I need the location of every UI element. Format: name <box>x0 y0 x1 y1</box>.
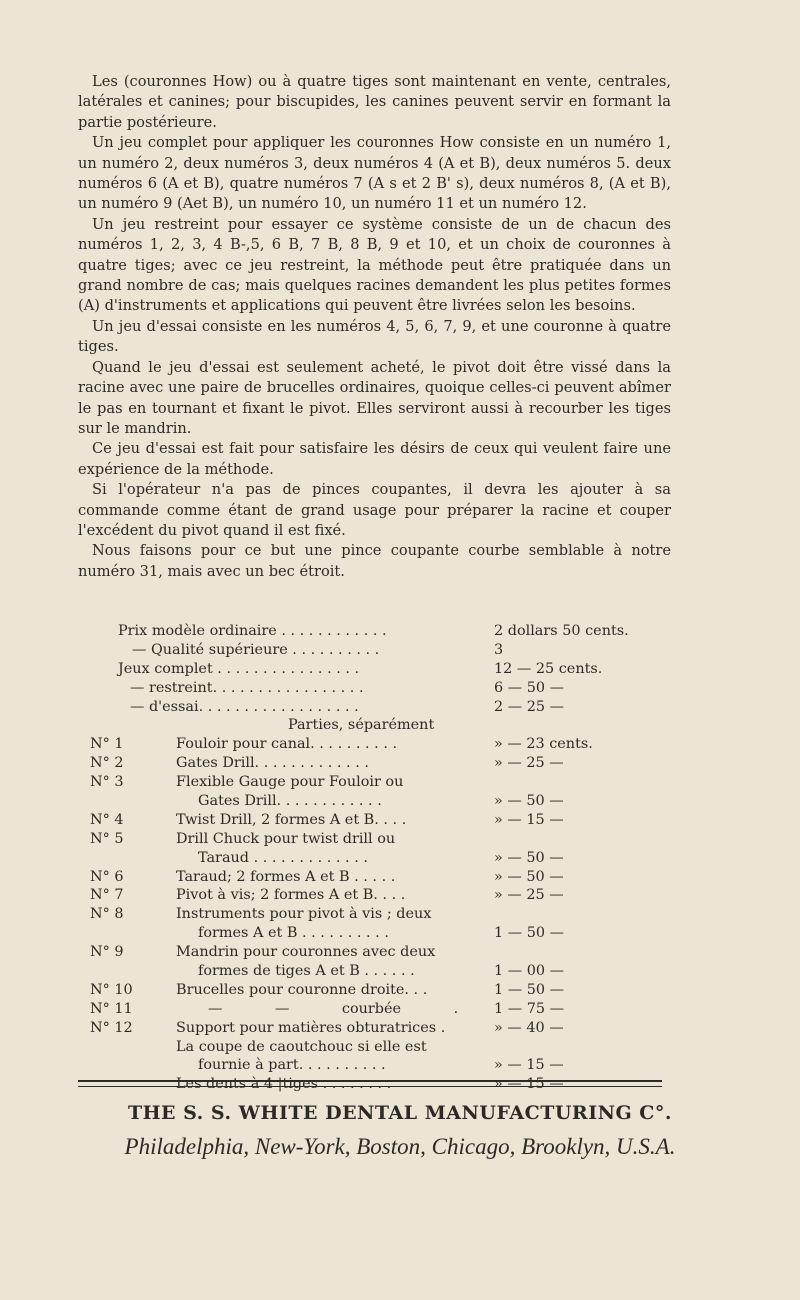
extra-name: La coupe de caoutchouc si elle est <box>176 1038 427 1055</box>
paragraph-7: Si l'opérateur n'a pas de pinces coupantes, il devra les ajouter à sa commande comme étant de grand usage pour préparer la racine et couper l'excédent du pivot quand il est fixé. <box>78 481 671 539</box>
company-name: THE S. S. WHITE DENTAL MANUFACTURING C°. <box>127 1102 673 1124</box>
part-price: 1 — 50 — <box>494 925 564 942</box>
part-name: Taraud; 2 formes A et B . . . . . <box>176 868 396 885</box>
part-name: Pivot à vis; 2 formes A et B. . . . <box>176 887 406 904</box>
price-value: 2 dollars 50 cents. <box>494 623 629 639</box>
part-name-cont: Gates Drill. . . . . . . . . . . . <box>198 793 382 810</box>
part-name-cont: Taraud . . . . . . . . . . . . . <box>198 849 368 866</box>
part-number: N° 11 <box>90 1000 133 1017</box>
part-number: N° 2 <box>90 755 124 772</box>
part-price: » — 50 — <box>494 868 564 885</box>
paragraph-1: Les (couronnes How) ou à quatre tiges sont maintenant en vente, centrales, latérales et canines; pour biscupides, les canines peuvent servir en formant la partie postérieure. <box>78 73 671 131</box>
part-name: Support pour matières obturatrices . <box>176 1019 446 1036</box>
price-label: Jeux complet . . . . . . . . . . . . . . . . <box>118 660 360 677</box>
part-number: N° 5 <box>90 830 124 847</box>
part-price: » — 25 — <box>494 887 564 904</box>
part-price: » — 25 — <box>494 755 564 772</box>
extra-name-cont: fournie à part. . . . . . . . . . <box>198 1057 386 1074</box>
part-name: Mandrin pour couronnes avec deux <box>176 944 436 961</box>
divider-thick <box>78 1080 662 1082</box>
paragraph-2: Un jeu complet pour appliquer les couronnes How consiste en un numéro 1, un numéro 2, deux numéros 3, deux numéros 4 (A et B), deux numéros 5. deux numéros 6 (A et B), quatre numéros 7 (A s et 2 B' s), deux numéros 8, (A et B), un numéro 9 (Aet B), un numéro 10, un numéro 11 et un numéro 12. <box>78 134 671 213</box>
price-label: — Qualité supérieure . . . . . . . . . . <box>132 641 380 658</box>
part-price: » — 40 — <box>494 1019 564 1036</box>
price-value: 6 — 50 — <box>494 679 564 696</box>
body-text <box>78 72 671 582</box>
part-price: 1 — 75 — <box>494 1000 564 1017</box>
part-price: » — 50 — <box>494 793 564 810</box>
paragraph-8: Nous faisons pour ce but une pince coupante courbe semblable à notre numéro 31, mais avec un bec étroit. <box>78 542 671 580</box>
part-price: » — 50 — <box>494 849 564 866</box>
paragraph-5: Quand le jeu d'essai est seulement acheté, le pivot doit être vissé dans la racine avec une paire de brucelles ordinaires, quoique celles-ci peuvent abîmer le pas en tournant et fixant le pivot. Elles serviront aussi à recourber les tiges sur le mandrin. <box>78 358 671 437</box>
price-label: Prix modèle ordinaire . . . . . . . . . . . . <box>118 623 387 639</box>
paragraph-6: Ce jeu d'essai est fait pour satisfaire les désirs de ceux qui veulent faire une expérience de la méthode. <box>78 440 671 478</box>
part-number: N° 4 <box>90 811 124 828</box>
parts-header: Parties, séparément <box>288 717 435 734</box>
extra-price: » — 15 — <box>494 1076 564 1093</box>
part-name: Brucelles pour couronne droite. . . <box>176 981 428 998</box>
part-number: N° 6 <box>90 868 124 885</box>
part-name: Flexible Gauge pour Fouloir ou <box>176 774 404 791</box>
extra-name: Les dents à 4 |tiges . . . . . . . . <box>176 1076 392 1093</box>
part-name: Instruments pour pivot à vis ; deux <box>176 906 432 923</box>
part-number: N° 12 <box>90 1019 133 1036</box>
price-value: 12 — 25 cents. <box>494 660 603 677</box>
price-label: — restreint. . . . . . . . . . . . . . . . . <box>130 679 364 696</box>
part-name: Gates Drill. . . . . . . . . . . . . <box>176 755 369 772</box>
part-number: N° 3 <box>90 774 124 791</box>
price-label: — d'essai. . . . . . . . . . . . . . . . . . <box>130 698 359 715</box>
part-number: N° 1 <box>90 736 124 753</box>
extra-price: » — 15 — <box>494 1057 564 1074</box>
paragraph-3: Un jeu restreint pour essayer ce système consiste de un de chacun des numéros 1, 2, 3, 4 B-,5, 6 B, 7 B, 8 B, 9 et 10, et un choix de couronnes à quatre tiges; avec ce jeu restreint, la méthode peut être pratiquée dans un grand nombre de cas; mais quelques racines demandent les plus petites formes (A) d'instruments et applications qui peuvent être livrées selon les besoins. <box>78 215 671 315</box>
part-price: 1 — 00 — <box>494 963 564 980</box>
part-name: — — courbée . <box>208 1000 459 1017</box>
part-name: Twist Drill, 2 formes A et B. . . . <box>176 811 407 828</box>
part-number: N° 9 <box>90 944 124 961</box>
price-value: 3 <box>494 641 504 658</box>
part-price: 1 — 50 — <box>494 981 564 998</box>
part-price: » — 23 cents. <box>494 736 593 753</box>
paragraph-4: Un jeu d'essai consiste en les numéros 4, 5, 6, 7, 9, et une couronne à quatre tiges. <box>78 317 671 356</box>
part-price: » — 15 — <box>494 811 564 828</box>
part-name-cont: formes A et B . . . . . . . . . . <box>198 925 389 942</box>
price-list <box>90 622 630 1094</box>
part-number: N° 7 <box>90 887 124 904</box>
part-name-cont: formes de tiges A et B . . . . . . <box>198 963 415 980</box>
part-number: N° 10 <box>90 981 133 998</box>
company-cities: Philadelphia, New-York, Boston, Chicago, Brooklyn, U.S.A. <box>124 1134 676 1159</box>
part-name: Drill Chuck pour twist drill ou <box>176 830 396 847</box>
divider-thin <box>78 1086 662 1087</box>
price-value: 2 — 25 — <box>494 698 564 715</box>
part-name: Fouloir pour canal. . . . . . . . . . <box>176 736 398 753</box>
part-number: N° 8 <box>90 906 124 923</box>
